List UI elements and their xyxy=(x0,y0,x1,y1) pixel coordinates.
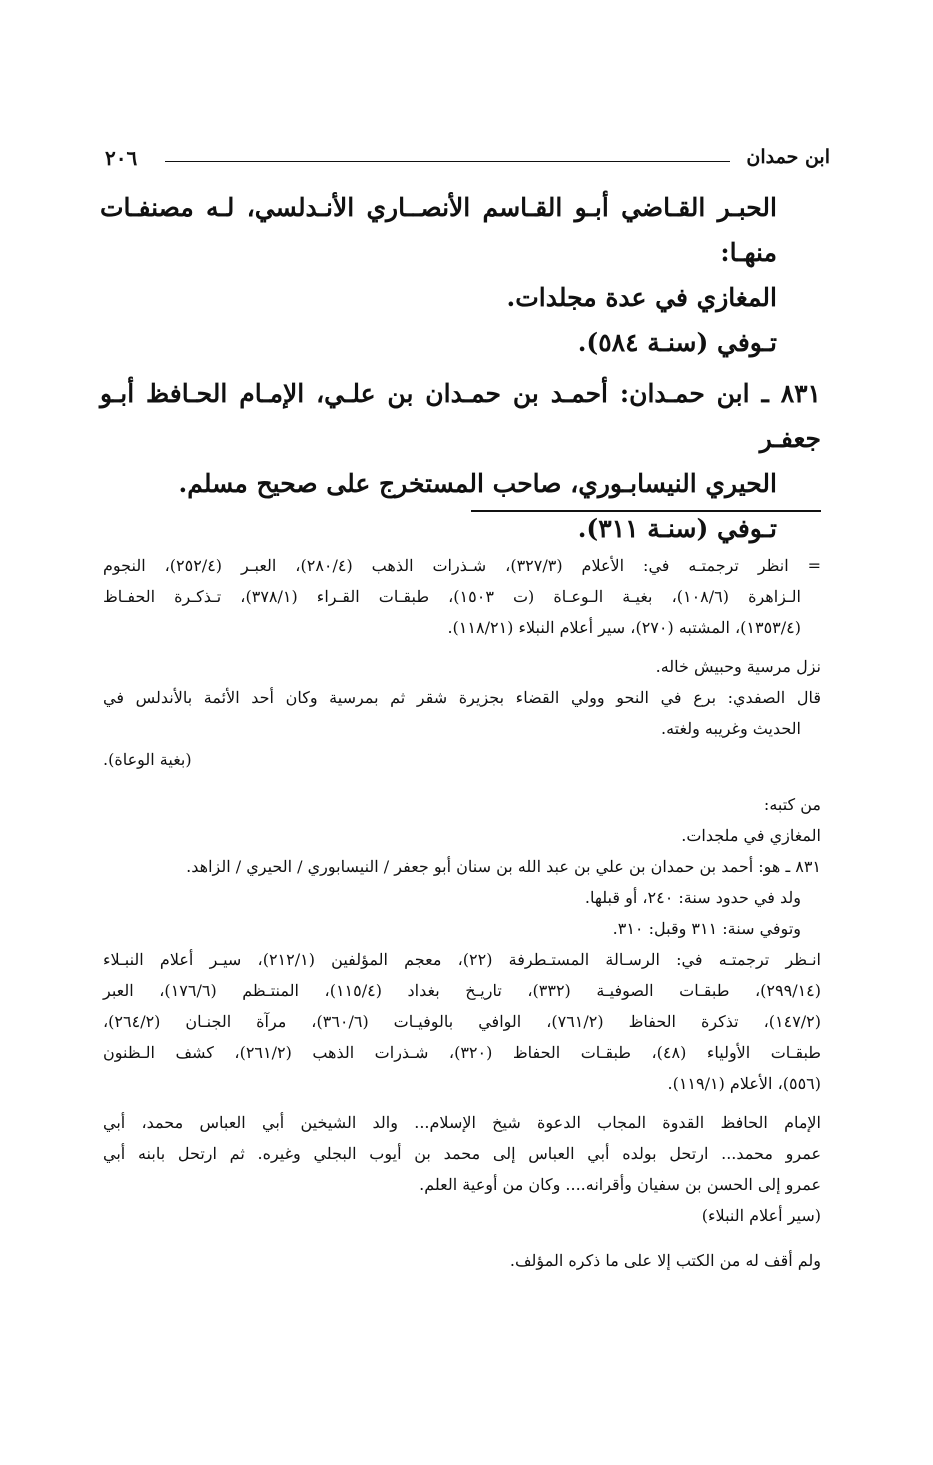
footnote-line: الحديث وغريبه ولغته. xyxy=(661,719,801,738)
footnote-line: ولم أقف له من الكتب إلا على ما ذكره المؤلف. xyxy=(509,1251,821,1270)
entry-lemma: ابن حمـدان: xyxy=(619,379,750,408)
footnote-source: (بغية الوعاة). xyxy=(103,750,192,769)
footnote-source: (سير أعلام النبلاء) xyxy=(701,1206,821,1225)
main-line: الحيري النيسابـوري، صاحب المستخرج على صحيح مسلم. xyxy=(178,469,777,498)
footnote-line: انـظر ترجمتـه في: الرسـالة المستـطرفة (٢٢)، معجم المؤلفين (٢١٢/١)، سيـر أعلام النبـلاء xyxy=(103,950,821,969)
page-number: ٢٠٦ xyxy=(105,146,138,170)
footnote-line: نزل مرسية وحبيش خاله. xyxy=(655,657,821,676)
footnote-line: (٥٥٦)، الأعلام (١١٩/١). xyxy=(667,1074,821,1093)
footnote-line: من كتبه: xyxy=(763,795,821,814)
footnote-line: الـزاهرة (١٠٨/٦)، بغيـة الـوعـاة (ت ١٥٠٣)، طبقـات القـراء (٣٧٨/١)، تـذكـرة الحفـاظ xyxy=(103,587,801,606)
footnote-line: وتوفي سنة: ٣١١ وقبل: ٣١٠. xyxy=(612,919,801,938)
entry-heading-line xyxy=(100,371,821,461)
footnotes xyxy=(103,550,821,1276)
running-title: ابن حمدان xyxy=(746,146,830,168)
header-rule xyxy=(165,161,730,162)
footnote-line: طبقـات الأولياء (٤٨)، طبقـات الحفاظ (٣٢٠)، شـذرات الذهب (٢٦١/٢)، كشف الـظنون xyxy=(103,1043,822,1062)
footnote-line: ٨٣١ ـ هو: أحمد بن حمدان بن علي بن عبد الله بن سنان أبو جعفر / النيسابوري / الحيري / الزاهد. xyxy=(186,857,821,876)
footnote-line: عمرو إلى الحسن بن سفيان وأقرانه.... وكان من أوعية العلم. xyxy=(419,1175,821,1194)
entry-number: ٨٣١ ـ xyxy=(761,379,821,408)
entry-text: أحمـد بن حمـدان بن علـي، الإمـام الحـافظ أبـو جعفـر xyxy=(100,379,821,453)
footnote-line: (٢٩٩/١٤)، طبقـات الصوفيـة (٣٣٢)، تاريـخ بغداد (١١٥/٤)، المنتـظم (١٧٦/٦)، العبر xyxy=(103,981,822,1000)
main-line: تـوفي (سنـة ٥٨٤). xyxy=(577,328,777,357)
footnote-line: عمرو محمد... ارتحل بولده أبي العباس إلى محمد بن أيوب البجلي وغيره. ثم ارتحل بابنه أبي xyxy=(103,1144,821,1163)
footnote-line: قال الصفدي: برع في النحو وولي القضاء بجزيرة شقر ثم بمرسية وكان أحد الأئمة بالأندلس في xyxy=(103,688,821,707)
footnote-line: (١٤٧/٢)، تذكرة الحفاظ (٧٦١/٢)، الوافي بالوفيـات (٣٦٠/٦)، مرآة الجنـان (٢٦٤/٢)، xyxy=(103,1012,822,1031)
main-text xyxy=(100,185,821,551)
footnote-line: = انظر ترجمتـه في: الأعلام (٣٢٧/٣)، شـذرات الذهب (٢٨٠/٤)، العبـر (٢٥٢/٤)، النجوم xyxy=(103,556,822,575)
footnote-separator xyxy=(471,510,821,512)
footnote-line: ولد في حدود سنة: ٢٤٠، أو قبلها. xyxy=(584,888,801,907)
footnote-line: (١٣٥٣/٤)، المشتبه (٢٧٠)، سير أعلام النبلاء (١١٨/٢١). xyxy=(447,618,801,637)
footnote-line: الإمام الحافظ القدوة المجاب الدعوة شيخ الإسلام... والد الشيخين أبي العباس محمد، أبي xyxy=(103,1113,821,1132)
main-line: المغازي في عدة مجلدات. xyxy=(506,283,777,312)
main-line: الحبـر القـاضي أبـو القـاسم الأنصــاري الأنـدلسي، لـه مصنفـات منهـا: xyxy=(100,193,777,267)
running-header xyxy=(105,146,830,176)
footnote-line: المغازي في ملجدات. xyxy=(681,826,821,845)
main-line: تـوفي (سنـة ٣١١). xyxy=(577,514,777,543)
